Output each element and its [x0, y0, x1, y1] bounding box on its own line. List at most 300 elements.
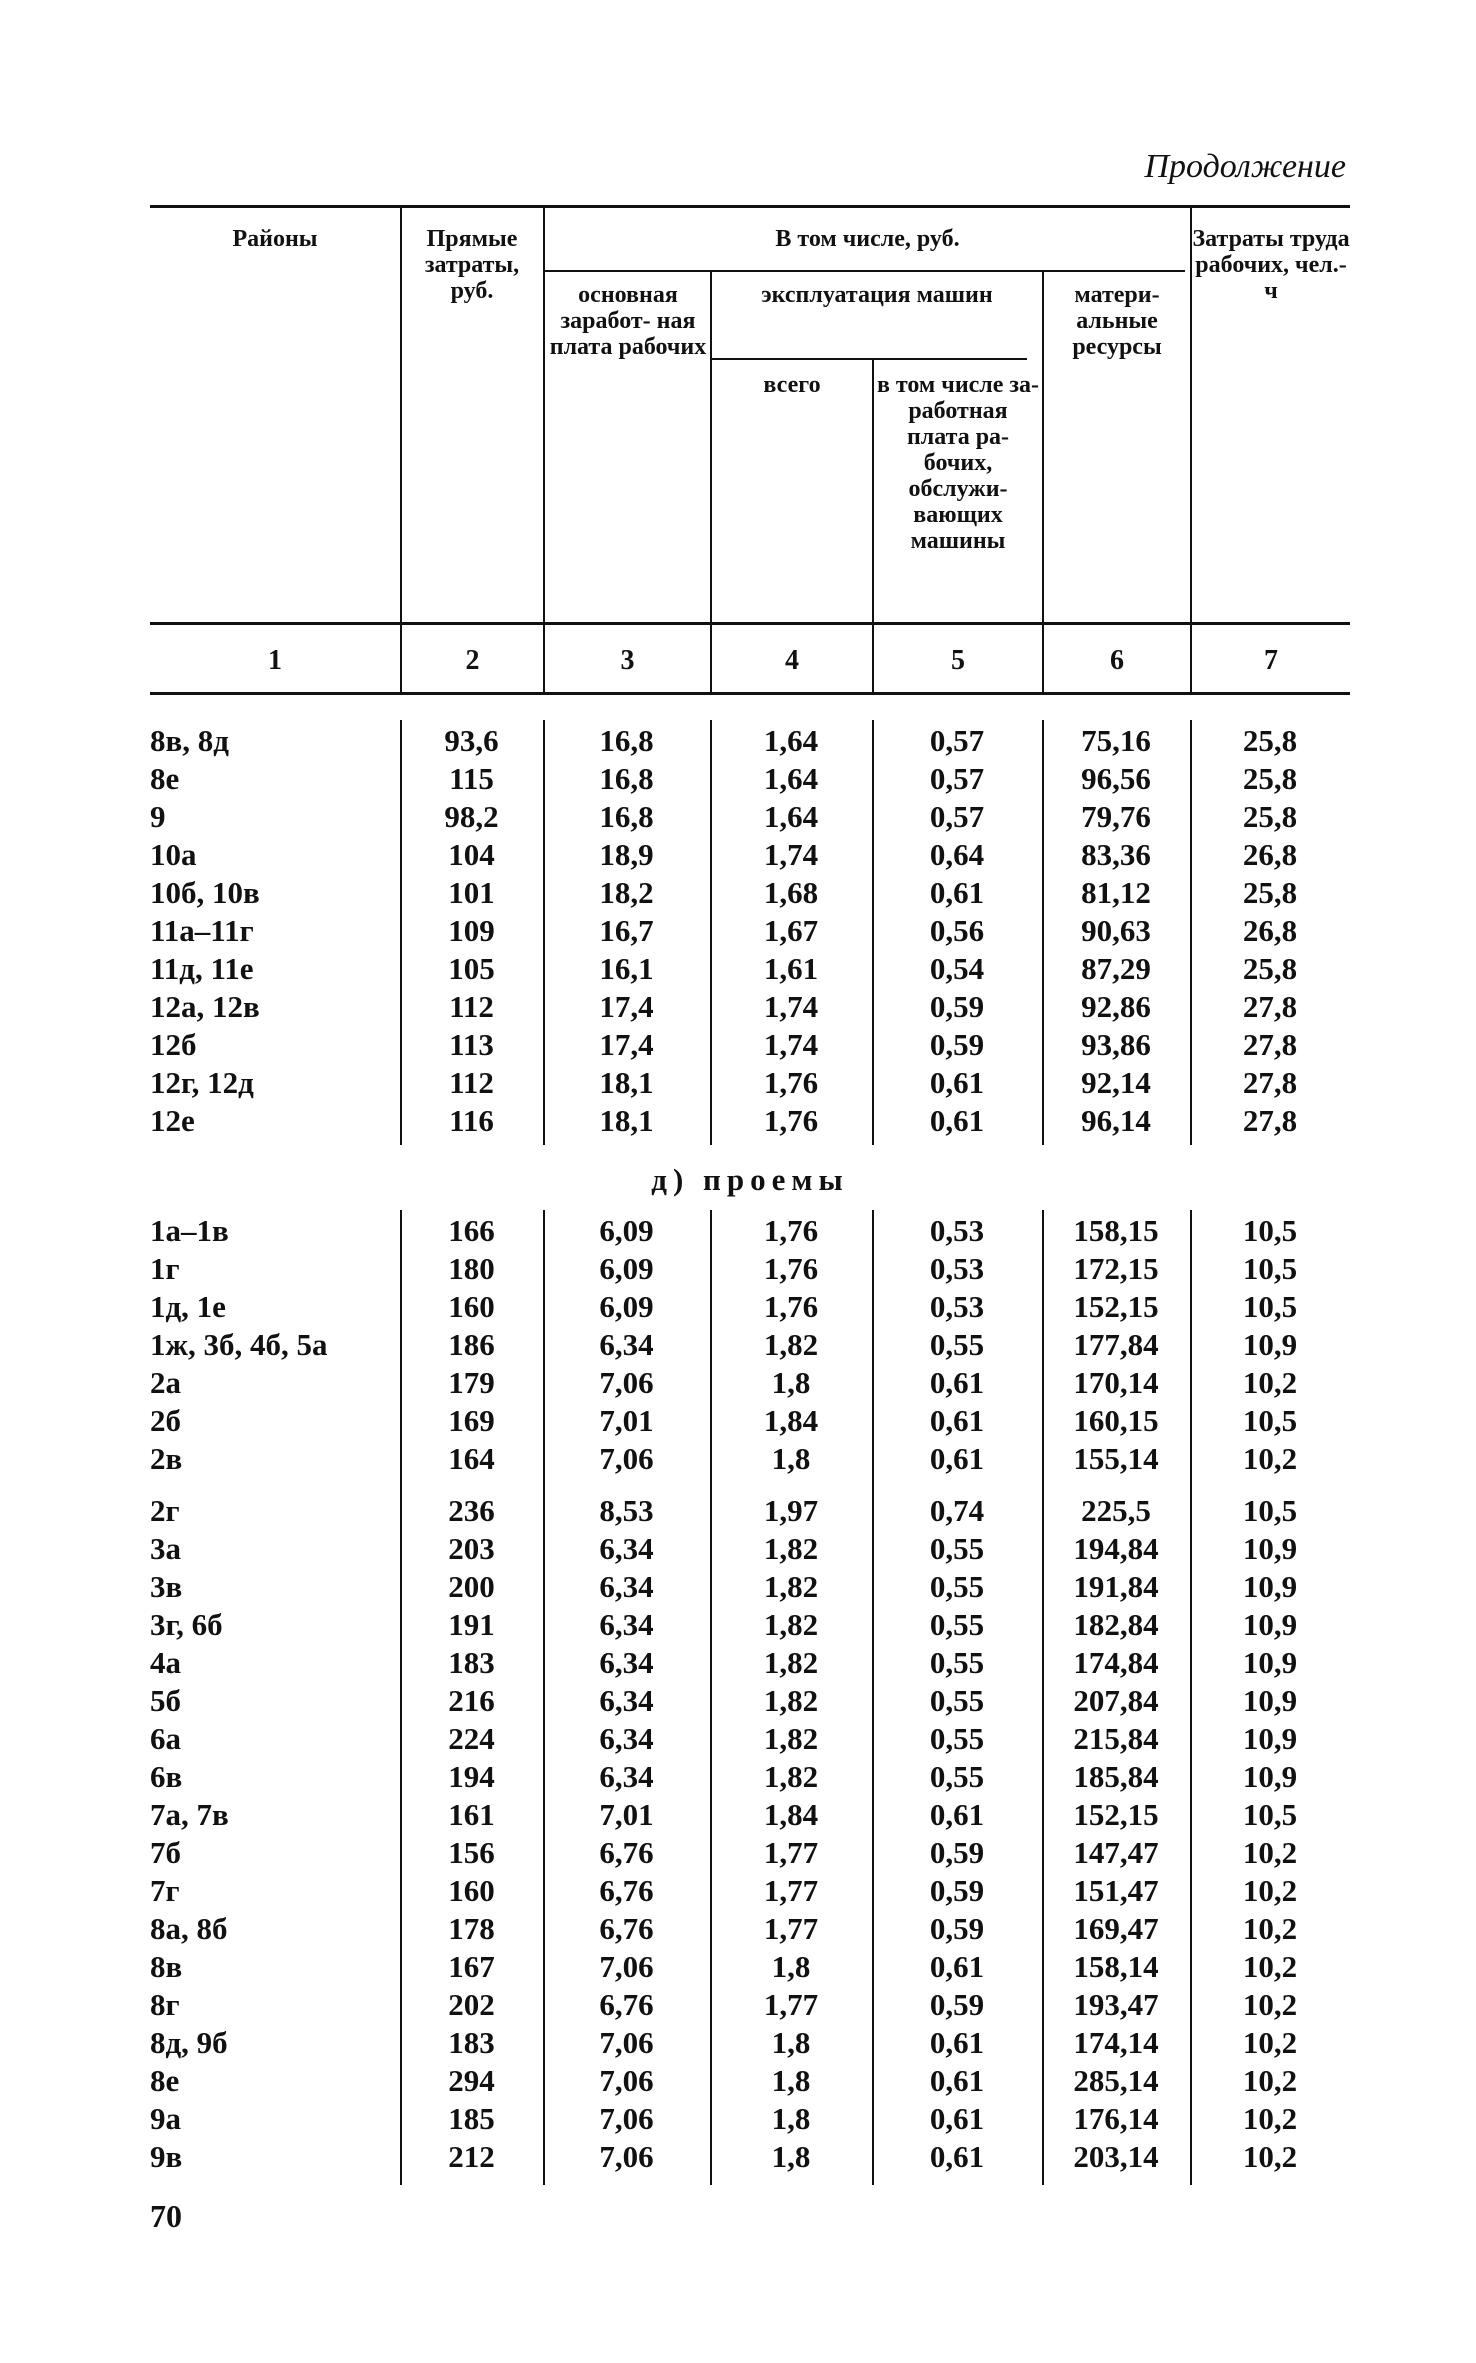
- value-cell: 236: [448, 1493, 495, 1528]
- table-section-b: [150, 1212, 1350, 1478]
- value-cell: 1,82: [763, 1607, 819, 1642]
- value-cell: 8,53: [599, 1493, 654, 1528]
- value-cell: 193,47: [1073, 1987, 1159, 2022]
- value-cell: 164: [448, 1441, 495, 1476]
- value-cell: 1,84: [763, 1797, 819, 1832]
- value-cell: 174,14: [1073, 2025, 1159, 2060]
- value-cell: 0,61: [929, 1441, 985, 1476]
- value-cell: 16,7: [599, 913, 654, 948]
- value-cell: 25,8: [1242, 799, 1298, 834]
- value-cell: 0,55: [929, 1569, 985, 1604]
- value-cell: 10,2: [1242, 1987, 1298, 2022]
- value-cell: 10,2: [1242, 1873, 1298, 1908]
- value-cell: 25,8: [1242, 761, 1298, 796]
- region-cell: 5б: [150, 1683, 181, 1718]
- value-cell: 185: [448, 2101, 495, 2136]
- value-cell: 0,74: [929, 1493, 985, 1528]
- value-cell: 1,8: [771, 2101, 811, 2136]
- value-cell: 152,15: [1073, 1797, 1159, 1832]
- header-including: В том числе, руб.: [775, 226, 960, 252]
- value-cell: 96,56: [1081, 761, 1151, 796]
- value-cell: 285,14: [1073, 2063, 1159, 2098]
- value-cell: 0,61: [929, 1065, 985, 1100]
- value-cell: 10,9: [1242, 1607, 1298, 1642]
- value-cell: 90,63: [1081, 913, 1151, 948]
- section-title-openings: д) проемы: [651, 1162, 849, 1197]
- table-section-a: [150, 722, 1350, 1140]
- value-cell: 1,76: [763, 1065, 819, 1100]
- value-cell: 0,64: [929, 837, 985, 872]
- region-cell: 9а: [150, 2101, 181, 2136]
- table-row: [150, 1026, 1350, 1064]
- value-cell: 1,64: [763, 761, 819, 796]
- value-cell: 10,9: [1242, 1721, 1298, 1756]
- value-cell: 113: [449, 1027, 494, 1062]
- value-cell: 93,6: [444, 723, 499, 758]
- column-number-7: 7: [1264, 645, 1278, 676]
- value-cell: 0,55: [929, 1531, 985, 1566]
- value-cell: 194: [448, 1759, 495, 1794]
- value-cell: 215,84: [1073, 1721, 1159, 1756]
- value-cell: 1,82: [763, 1759, 819, 1794]
- value-cell: 10,5: [1242, 1797, 1298, 1832]
- table-row: [150, 1064, 1350, 1102]
- value-cell: 1,82: [763, 1569, 819, 1604]
- table-row: [150, 1948, 1350, 1986]
- vline-2: [543, 205, 545, 695]
- value-cell: 216: [448, 1683, 495, 1718]
- column-number-2: 2: [465, 645, 480, 676]
- header-labor: Затраты труда рабочих, чел.-ч: [1192, 226, 1350, 304]
- region-cell: 1г: [150, 1251, 180, 1286]
- value-cell: 1,77: [763, 1911, 819, 1946]
- value-cell: 1,8: [771, 1441, 811, 1476]
- value-cell: 180: [448, 1251, 495, 1286]
- region-cell: 8д, 9б: [150, 2025, 228, 2060]
- region-cell: 3в: [150, 1569, 183, 1604]
- value-cell: 6,76: [599, 1835, 654, 1870]
- value-cell: 112: [449, 989, 494, 1024]
- value-cell: 10,2: [1242, 2139, 1298, 2174]
- value-cell: 0,57: [929, 723, 985, 758]
- value-cell: 26,8: [1242, 837, 1298, 872]
- value-cell: 16,1: [599, 951, 654, 986]
- region-cell: 9в: [150, 2139, 183, 2174]
- value-cell: 179: [448, 1365, 495, 1400]
- table-row: [150, 1986, 1350, 2024]
- value-cell: 207,84: [1073, 1683, 1159, 1718]
- value-cell: 27,8: [1242, 1065, 1298, 1100]
- value-cell: 1,64: [763, 723, 819, 758]
- value-cell: 98,2: [444, 799, 499, 834]
- table-row: [150, 1682, 1350, 1720]
- region-cell: 8е: [150, 761, 180, 796]
- value-cell: 147,47: [1073, 1835, 1159, 1870]
- value-cell: 160: [448, 1873, 495, 1908]
- value-cell: 6,76: [599, 1873, 654, 1908]
- value-cell: 158,15: [1073, 1213, 1159, 1248]
- value-cell: 18,1: [599, 1065, 654, 1100]
- value-cell: 200: [448, 1569, 495, 1604]
- value-cell: 10,9: [1242, 1327, 1298, 1362]
- region-cell: 8в: [150, 1949, 183, 1984]
- region-cell: 2в: [150, 1441, 183, 1476]
- value-cell: 16,8: [599, 799, 654, 834]
- value-cell: 155,14: [1073, 1441, 1159, 1476]
- table-row: [150, 950, 1350, 988]
- value-cell: 158,14: [1073, 1949, 1159, 1984]
- value-cell: 169,47: [1073, 1911, 1159, 1946]
- value-cell: 0,59: [929, 1835, 985, 1870]
- value-cell: 16,8: [599, 723, 654, 758]
- value-cell: 10,5: [1242, 1289, 1298, 1324]
- value-cell: 79,76: [1081, 799, 1151, 834]
- table-row: [150, 836, 1350, 874]
- region-cell: 12б: [150, 1027, 197, 1062]
- value-cell: 93,86: [1081, 1027, 1151, 1062]
- table-row: [150, 722, 1350, 760]
- header-direct-costs: Прямые затраты, руб.: [424, 226, 520, 304]
- value-cell: 0,53: [929, 1213, 985, 1248]
- value-cell: 161: [448, 1797, 495, 1832]
- region-cell: 4а: [150, 1645, 181, 1680]
- header-bottom-rule: [150, 622, 1350, 625]
- value-cell: 10,9: [1242, 1531, 1298, 1566]
- region-cell: 7б: [150, 1835, 181, 1870]
- value-cell: 25,8: [1242, 951, 1298, 986]
- value-cell: 0,61: [929, 1365, 985, 1400]
- column-number-5: 5: [951, 645, 965, 676]
- value-cell: 203,14: [1073, 2139, 1159, 2174]
- table-row: [150, 2024, 1350, 2062]
- value-cell: 0,53: [929, 1289, 985, 1324]
- value-cell: 10,2: [1242, 1949, 1298, 1984]
- table-row: [150, 1758, 1350, 1796]
- value-cell: 18,1: [599, 1103, 654, 1138]
- value-cell: 194,84: [1073, 1531, 1159, 1566]
- group-underline: [545, 270, 1185, 272]
- value-cell: 1,77: [763, 1987, 819, 2022]
- column-number-3: 3: [620, 645, 635, 676]
- value-cell: 10,2: [1242, 1365, 1298, 1400]
- value-cell: 10,2: [1242, 1911, 1298, 1946]
- value-cell: 176,14: [1073, 2101, 1159, 2136]
- value-cell: 1,77: [763, 1873, 819, 1908]
- table-row: [150, 1102, 1350, 1140]
- value-cell: 0,59: [929, 1873, 985, 1908]
- header-base-wage: основная заработ- ная плата рабочих: [549, 282, 707, 360]
- value-cell: 151,47: [1073, 1873, 1159, 1908]
- value-cell: 7,06: [599, 1949, 654, 1984]
- table-row: [150, 1402, 1350, 1440]
- region-cell: 2г: [150, 1493, 180, 1528]
- column-number-6: 6: [1110, 645, 1124, 676]
- table-row: [150, 988, 1350, 1026]
- value-cell: 75,16: [1081, 723, 1151, 758]
- table-row: [150, 1364, 1350, 1402]
- region-cell: 1а–1в: [150, 1213, 229, 1248]
- value-cell: 0,56: [929, 913, 985, 948]
- value-cell: 0,61: [929, 1403, 985, 1438]
- value-cell: 1,76: [763, 1213, 819, 1248]
- header-machine-wage: в том числе за- работная плата ра- бочих, обслужи- вающих машины: [876, 372, 1040, 554]
- value-cell: 1,74: [763, 837, 819, 872]
- table-row: [150, 760, 1350, 798]
- value-cell: 6,34: [599, 1531, 654, 1566]
- value-cell: 116: [449, 1103, 494, 1138]
- value-cell: 0,59: [929, 1987, 985, 2022]
- region-cell: 12е: [150, 1103, 195, 1138]
- table-row: [150, 1326, 1350, 1364]
- region-cell: 11а–11г: [150, 913, 254, 948]
- region-cell: 1д, 1е: [150, 1289, 226, 1324]
- value-cell: 112: [449, 1065, 494, 1100]
- value-cell: 169: [448, 1403, 495, 1438]
- value-cell: 92,86: [1081, 989, 1151, 1024]
- table-row: [150, 1492, 1350, 1530]
- header-regions: Районы: [232, 226, 318, 252]
- region-cell: 8в, 8д: [150, 723, 229, 758]
- column-number-1: 1: [268, 645, 282, 676]
- value-cell: 6,34: [599, 1607, 654, 1642]
- value-cell: 0,61: [929, 875, 985, 910]
- table-row: [150, 1250, 1350, 1288]
- value-cell: 109: [448, 913, 495, 948]
- value-cell: 105: [448, 951, 495, 986]
- page-number: 70: [150, 2198, 182, 2234]
- value-cell: 6,34: [599, 1569, 654, 1604]
- value-cell: 1,8: [771, 2025, 811, 2060]
- table-row: [150, 1606, 1350, 1644]
- table-row: [150, 2138, 1350, 2176]
- header-machine-operation: эксплуатация машин: [761, 282, 993, 308]
- value-cell: 185,84: [1073, 1759, 1159, 1794]
- value-cell: 0,61: [929, 1797, 985, 1832]
- region-cell: 3г, 6б: [150, 1607, 223, 1642]
- value-cell: 177,84: [1073, 1327, 1159, 1362]
- value-cell: 6,76: [599, 1911, 654, 1946]
- value-cell: 0,61: [929, 2025, 985, 2060]
- table-row: [150, 1644, 1350, 1682]
- value-cell: 225,5: [1081, 1493, 1151, 1528]
- value-cell: 0,55: [929, 1327, 985, 1362]
- region-cell: 3а: [150, 1531, 181, 1566]
- value-cell: 1,76: [763, 1103, 819, 1138]
- value-cell: 10,5: [1242, 1493, 1298, 1528]
- table-row: [150, 1530, 1350, 1568]
- value-cell: 6,09: [599, 1213, 654, 1248]
- value-cell: 178: [448, 1911, 495, 1946]
- value-cell: 6,09: [599, 1251, 654, 1286]
- value-cell: 1,74: [763, 1027, 819, 1062]
- value-cell: 7,06: [599, 1365, 654, 1400]
- value-cell: 104: [448, 837, 495, 872]
- value-cell: 1,97: [763, 1493, 819, 1528]
- region-cell: 2а: [150, 1365, 181, 1400]
- value-cell: 1,8: [771, 1365, 811, 1400]
- value-cell: 92,14: [1081, 1065, 1151, 1100]
- numbers-bottom-rule: [150, 692, 1350, 695]
- value-cell: 212: [448, 2139, 495, 2174]
- value-cell: 1,8: [771, 1949, 811, 1984]
- region-cell: 9: [150, 799, 166, 834]
- value-cell: 0,55: [929, 1683, 985, 1718]
- value-cell: 172,15: [1073, 1251, 1159, 1286]
- value-cell: 6,34: [599, 1327, 654, 1362]
- value-cell: 17,4: [599, 1027, 654, 1062]
- value-cell: 96,14: [1081, 1103, 1151, 1138]
- value-cell: 160: [448, 1289, 495, 1324]
- vline-3: [710, 272, 712, 695]
- table-row: [150, 1872, 1350, 1910]
- value-cell: 10,9: [1242, 1759, 1298, 1794]
- value-cell: 6,34: [599, 1683, 654, 1718]
- table-row: [150, 1910, 1350, 1948]
- value-cell: 1,76: [763, 1289, 819, 1324]
- value-cell: 101: [448, 875, 495, 910]
- region-cell: 2б: [150, 1403, 181, 1438]
- value-cell: 0,59: [929, 1027, 985, 1062]
- value-cell: 156: [448, 1835, 495, 1870]
- value-cell: 7,06: [599, 2101, 654, 2136]
- value-cell: 224: [448, 1721, 495, 1756]
- value-cell: 10,9: [1242, 1683, 1298, 1718]
- value-cell: 182,84: [1073, 1607, 1159, 1642]
- continuation-label: Продолжение: [1144, 148, 1346, 185]
- value-cell: 1,8: [771, 2063, 811, 2098]
- value-cell: 27,8: [1242, 1103, 1298, 1138]
- value-cell: 7,01: [599, 1403, 654, 1438]
- value-cell: 203: [448, 1531, 495, 1566]
- value-cell: 6,34: [599, 1645, 654, 1680]
- value-cell: 83,36: [1081, 837, 1151, 872]
- header-materials: матери- альные ресурсы: [1072, 282, 1162, 360]
- value-cell: 1,82: [763, 1531, 819, 1566]
- value-cell: 0,61: [929, 2139, 985, 2174]
- value-cell: 0,61: [929, 1949, 985, 1984]
- table-row: [150, 1834, 1350, 1872]
- value-cell: 26,8: [1242, 913, 1298, 948]
- value-cell: 10,5: [1242, 1251, 1298, 1286]
- value-cell: 81,12: [1081, 875, 1151, 910]
- value-cell: 7,06: [599, 2025, 654, 2060]
- region-cell: 12г, 12д: [150, 1065, 254, 1100]
- value-cell: 0,57: [929, 761, 985, 796]
- value-cell: 27,8: [1242, 989, 1298, 1024]
- value-cell: 0,53: [929, 1251, 985, 1286]
- value-cell: 0,55: [929, 1721, 985, 1756]
- value-cell: 10,2: [1242, 2101, 1298, 2136]
- value-cell: 1,82: [763, 1645, 819, 1680]
- header-total: всего: [763, 372, 821, 398]
- region-cell: 10б, 10в: [150, 875, 260, 910]
- value-cell: 10,5: [1242, 1403, 1298, 1438]
- value-cell: 0,55: [929, 1607, 985, 1642]
- region-cell: 8е: [150, 2063, 180, 2098]
- value-cell: 16,8: [599, 761, 654, 796]
- table-row: [150, 1720, 1350, 1758]
- value-cell: 1,61: [763, 951, 819, 986]
- value-cell: 0,61: [929, 2063, 985, 2098]
- value-cell: 167: [448, 1949, 495, 1984]
- value-cell: 10,2: [1242, 1441, 1298, 1476]
- value-cell: 166: [448, 1213, 495, 1248]
- region-cell: 1ж, 3б, 4б, 5а: [150, 1327, 328, 1362]
- value-cell: 0,59: [929, 989, 985, 1024]
- region-cell: 7а, 7в: [150, 1797, 229, 1832]
- table-row: [150, 1212, 1350, 1250]
- region-cell: 10а: [150, 837, 197, 872]
- value-cell: 115: [449, 761, 494, 796]
- machines-underline: [712, 358, 1027, 360]
- table-row: [150, 1440, 1350, 1478]
- table-row: [150, 1796, 1350, 1834]
- value-cell: 191: [448, 1607, 495, 1642]
- region-cell: 8г: [150, 1987, 180, 2022]
- table-row: [150, 2100, 1350, 2138]
- value-cell: 1,64: [763, 799, 819, 834]
- table-row: [150, 2062, 1350, 2100]
- value-cell: 10,2: [1242, 2025, 1298, 2060]
- value-cell: 1,76: [763, 1251, 819, 1286]
- value-cell: 18,9: [599, 837, 654, 872]
- value-cell: 160,15: [1073, 1403, 1159, 1438]
- value-cell: 6,34: [599, 1721, 654, 1756]
- value-cell: 1,74: [763, 989, 819, 1024]
- value-cell: 25,8: [1242, 875, 1298, 910]
- value-cell: 183: [448, 2025, 495, 2060]
- value-cell: 1,68: [763, 875, 819, 910]
- value-cell: 1,67: [763, 913, 819, 948]
- value-cell: 27,8: [1242, 1027, 1298, 1062]
- value-cell: 25,8: [1242, 723, 1298, 758]
- value-cell: 202: [448, 1987, 495, 2022]
- value-cell: 7,01: [599, 1797, 654, 1832]
- value-cell: 1,82: [763, 1721, 819, 1756]
- value-cell: 6,76: [599, 1987, 654, 2022]
- region-cell: 12а, 12в: [150, 989, 260, 1024]
- value-cell: 1,82: [763, 1327, 819, 1362]
- value-cell: 87,29: [1081, 951, 1151, 986]
- value-cell: 186: [448, 1327, 495, 1362]
- value-cell: 7,06: [599, 2063, 654, 2098]
- value-cell: 183: [448, 1645, 495, 1680]
- value-cell: 0,59: [929, 1911, 985, 1946]
- table-row: [150, 874, 1350, 912]
- region-cell: 11д, 11е: [150, 951, 254, 986]
- value-cell: 294: [448, 2063, 495, 2098]
- value-cell: 6,34: [599, 1759, 654, 1794]
- value-cell: 0,55: [929, 1759, 985, 1794]
- value-cell: 6,09: [599, 1289, 654, 1324]
- value-cell: 0,61: [929, 2101, 985, 2136]
- table-row: [150, 1568, 1350, 1606]
- region-cell: 8а, 8б: [150, 1911, 228, 1946]
- value-cell: 1,8: [771, 2139, 811, 2174]
- value-cell: 17,4: [599, 989, 654, 1024]
- table-row: [150, 798, 1350, 836]
- region-cell: 6в: [150, 1759, 183, 1794]
- value-cell: 1,84: [763, 1403, 819, 1438]
- value-cell: 10,9: [1242, 1569, 1298, 1604]
- value-cell: 10,5: [1242, 1213, 1298, 1248]
- region-cell: 7г: [150, 1873, 180, 1908]
- region-cell: 6а: [150, 1721, 181, 1756]
- value-cell: 0,55: [929, 1645, 985, 1680]
- value-cell: 1,77: [763, 1835, 819, 1870]
- value-cell: 7,06: [599, 2139, 654, 2174]
- table-top-rule: [150, 205, 1350, 208]
